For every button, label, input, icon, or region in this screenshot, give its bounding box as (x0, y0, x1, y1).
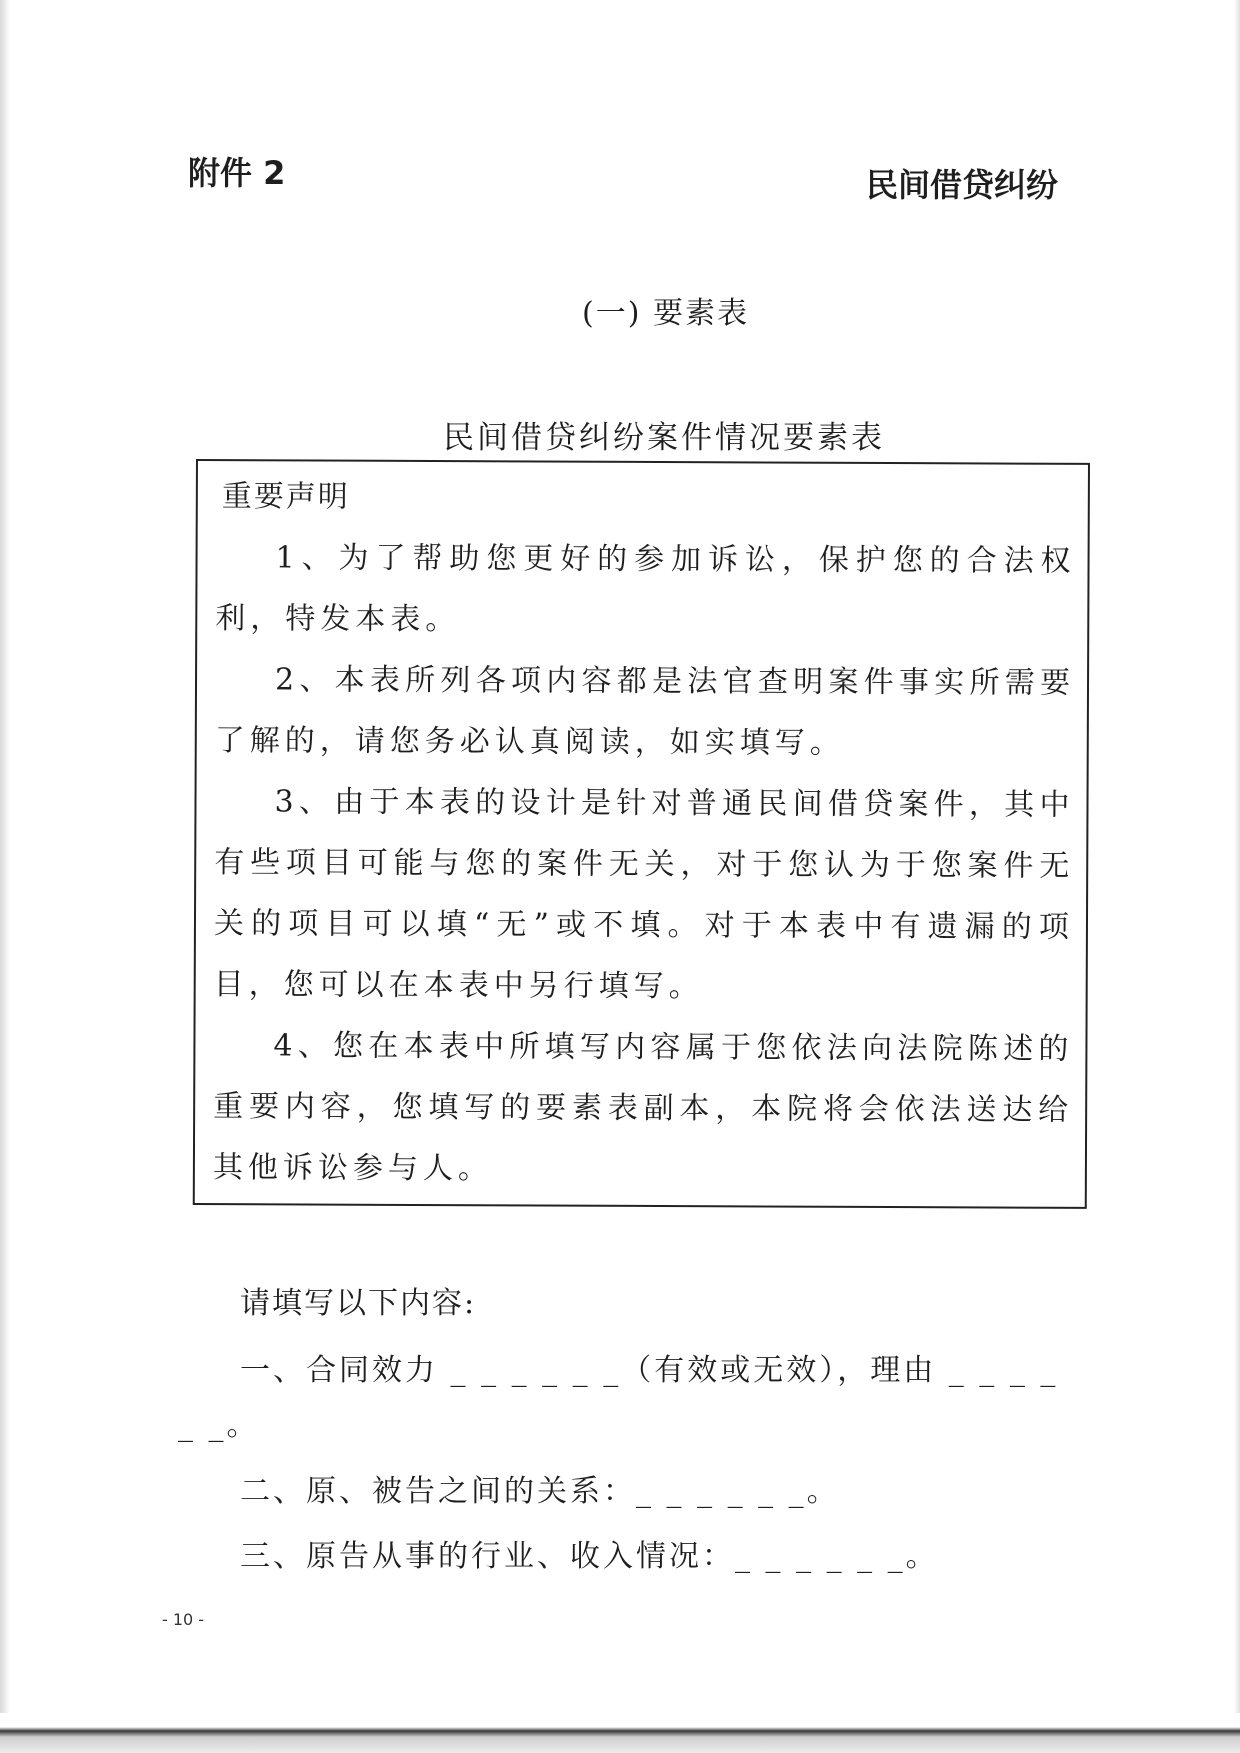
page-number: - 10 - (162, 1610, 205, 1629)
scan-edge-right (1234, 0, 1240, 1753)
notice-box (193, 459, 1090, 1209)
notice-item-4: 4、您在本表中所填写内容属于您依法向法院陈述的重要内容，您填写的要素表副本，本院将会依法送达给其他诉讼参与人。 (212, 1028, 1074, 1187)
fill-intro: 请填写以下内容: (240, 1286, 477, 1321)
scan-edge-bottom (0, 1713, 1240, 1753)
attachment-label: 附件 2 (188, 154, 286, 192)
notice-item-1: 1、为了帮助您更好的参加诉讼，保护您的合法权利，特发本表。 (215, 540, 1076, 638)
notice-items (213, 527, 1076, 1202)
notice-item-2: 2、本表所列各项内容都是法官查明案件事实所需要了解的，请您务必认真阅读，如实填写。 (214, 662, 1076, 761)
question-party-relationship: 二、原、被告之间的关系：_ _ _ _ _ _。 (240, 1474, 840, 1509)
question-contract-validity-continued: _ _。 (178, 1408, 260, 1443)
section-title: (一) 要素表 (582, 296, 749, 331)
form-title: 民间借贷纠纷案件情况要素表 (443, 420, 885, 456)
notice-item-3: 3、由于本表的设计是针对普通民间借贷案件，其中有些项目可能与您的案件无关，对于您认为于您案件无关的项目可以填“无”或不填。对于本表中有遗漏的项目，您可以在本表中另行填写。 (213, 784, 1075, 1005)
scan-edge-left (0, 0, 10, 1753)
question-plaintiff-income: 三、原告从事的行业、收入情况：_ _ _ _ _ _。 (240, 1539, 939, 1574)
notice-heading: 重要声明 (221, 479, 350, 515)
question-contract-validity: 一、合同效力 _ _ _ _ _ _（有效或无效），理由 _ _ _ _ (240, 1353, 1059, 1388)
case-category: 民间借贷纠纷 (866, 166, 1059, 204)
